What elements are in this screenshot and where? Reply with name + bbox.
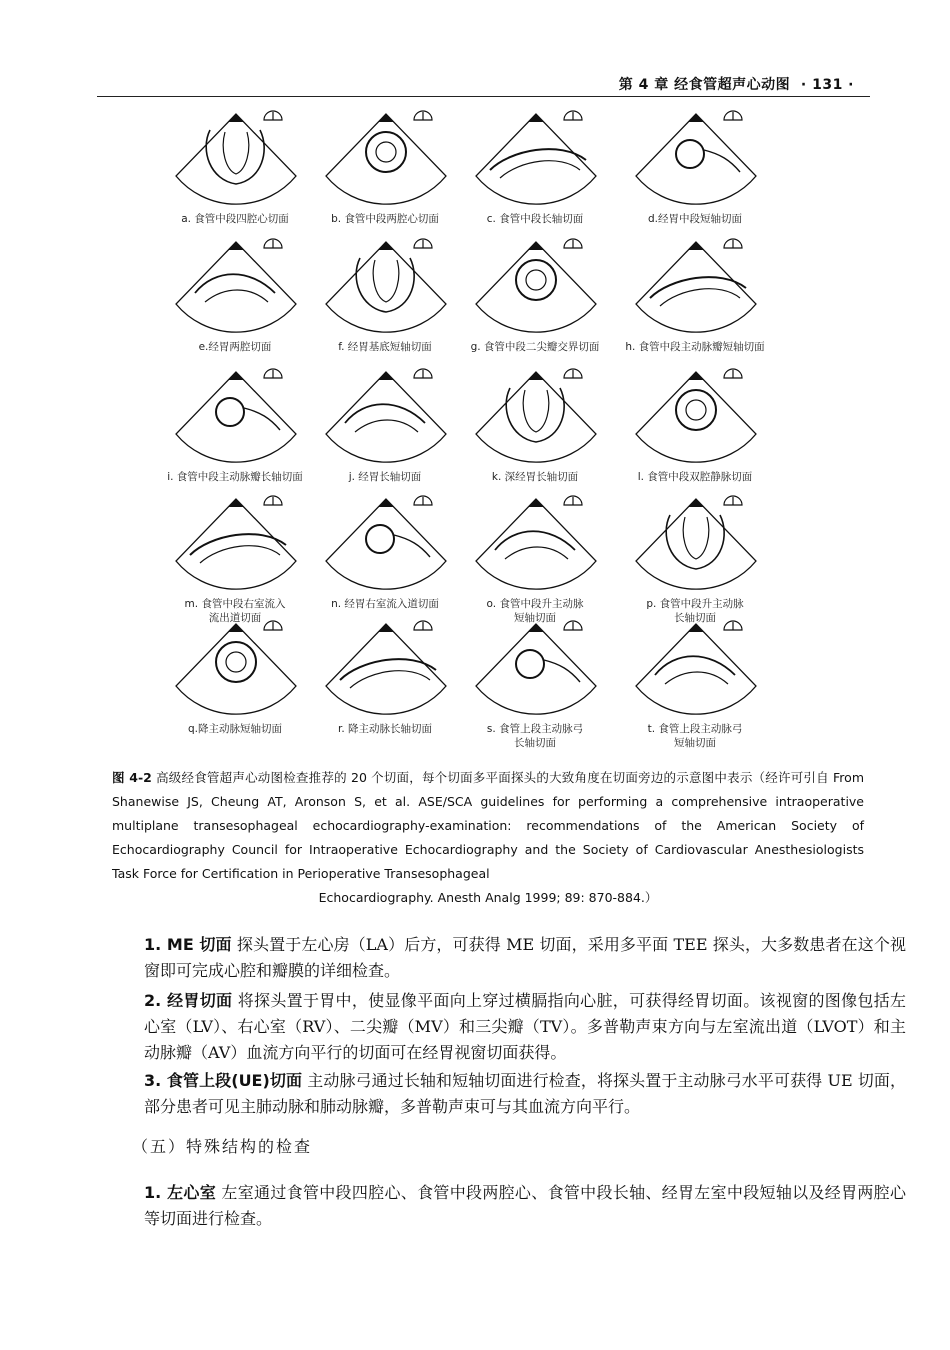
paragraph-text: 将探头置于胃中，使显像平面向上穿过横膈指向心脏，可获得经胃切面。该视窗的图像包括左心室（LV）、右心室（RV）、二尖瓣（MV）和三尖瓣（TV）。多普勒声束方向与左室流出道（LVOT）和主动脉瓣（AV）血流方向平行的切面可在经胃视窗切面获得。 <box>144 991 906 1062</box>
echo-view-panel-i <box>150 368 320 498</box>
echo-sector-diagram <box>320 110 452 208</box>
echo-sector-diagram <box>630 368 762 466</box>
panel-caption: q.降主动脉短轴切面 <box>187 723 282 735</box>
panel-caption: r. 降主动脉长轴切面 <box>337 723 433 735</box>
echo-view-panel-a <box>150 110 320 240</box>
panel-caption: p. 食管中段升主动脉 长轴切面 <box>646 598 744 624</box>
page-number: · 131 · <box>800 77 854 93</box>
paragraph-text: 左室通过食管中段四腔心、食管中段两腔心、食管中段长轴、经胃左室中段短轴以及经胃两腔心等切面进行检查。 <box>144 1183 906 1228</box>
echo-view-panel-n <box>300 495 470 625</box>
echo-sector-diagram <box>170 110 302 208</box>
panel-caption: t. 食管上段主动脉弓 短轴切面 <box>647 723 743 749</box>
echo-view-panel-s <box>450 620 620 750</box>
panel-caption: f. 经胃基底短轴切面 <box>338 341 432 353</box>
panel-caption: c. 食管中段长轴切面 <box>486 213 584 225</box>
echo-sector-diagram <box>320 238 452 336</box>
panel-caption: s. 食管上段主动脉弓 长轴切面 <box>486 723 584 749</box>
paragraph-heading: 3. 食管上段(UE)切面 <box>144 1071 303 1090</box>
paragraph-me-view <box>108 932 906 984</box>
panel-caption: o. 食管中段升主动脉 短轴切面 <box>486 598 584 624</box>
panel-caption: d.经胃中段短轴切面 <box>647 213 742 225</box>
echo-view-panel-d <box>610 110 780 240</box>
panel-caption: h. 食管中段主动脉瓣短轴切面 <box>625 341 765 353</box>
paragraph-ue-view <box>108 1068 906 1120</box>
echo-view-panel-g <box>450 238 620 368</box>
panel-caption: n. 经胃右室流入道切面 <box>331 598 439 610</box>
echo-view-panel-t <box>610 620 780 750</box>
echo-sector-diagram <box>470 495 602 593</box>
echo-sector-diagram <box>470 620 602 718</box>
paragraph-left-ventricle <box>108 1180 906 1232</box>
echo-view-panel-p <box>610 495 780 625</box>
panel-caption: k. 深经胃长轴切面 <box>491 471 579 483</box>
echo-view-panel-c <box>450 110 620 240</box>
panel-caption: e.经胃两腔切面 <box>198 341 272 353</box>
chapter-title: 第 4 章 经食管超声心动图 <box>618 77 791 93</box>
panel-caption: g. 食管中段二尖瓣交界切面 <box>470 341 600 353</box>
figure-label: 图 4-2 <box>112 770 152 785</box>
echo-view-panel-b <box>300 110 470 240</box>
echo-sector-diagram <box>320 368 452 466</box>
paragraph-heading: 1. 左心室 <box>144 1183 217 1202</box>
figure-caption-end: Echocardiography. Anesth Analg 1999; 89: 870-884.） <box>318 890 658 905</box>
section-heading: （五）特殊结构的检查 <box>132 1137 313 1156</box>
panel-caption: m. 食管中段右室流入 流出道切面 <box>184 598 286 624</box>
paragraph-heading: 1. ME 切面 <box>144 935 232 954</box>
echo-view-panel-f <box>300 238 470 368</box>
echo-sector-diagram <box>470 368 602 466</box>
echo-view-panel-e <box>150 238 320 368</box>
echo-sector-diagram <box>170 238 302 336</box>
echo-sector-diagram <box>630 495 762 593</box>
echo-sector-diagram <box>470 110 602 208</box>
panel-caption: j. 经胃长轴切面 <box>348 471 422 483</box>
page-header <box>97 72 870 97</box>
running-head <box>619 74 854 94</box>
echo-sector-diagram <box>170 368 302 466</box>
echo-sector-diagram <box>630 110 762 208</box>
echo-view-panel-m <box>150 495 320 625</box>
echo-view-panel-j <box>300 368 470 498</box>
echo-view-panel-k <box>450 368 620 498</box>
echo-view-panel-q <box>150 620 320 750</box>
echo-sector-diagram <box>170 620 302 718</box>
figure-caption-text: 高级经食管超声心动图检查推荐的 20 个切面，每个切面多平面探头的大致角度在切面旁边的示意图中表示（经许可引自 From Shanewise JS, Cheung AT, Aronson S, et al. ASE/SCA guidelines for performing a comprehensive intraoperative multiplane transesophageal echocardiography-examination: recommendations of the American Society of Echocardiography Council for Intraoperative Echocardiography and the Society of Cardiovascular Anesthesiologists Task Force for Certification in Perioperative Transesophageal <box>112 770 864 881</box>
echo-view-panel-l <box>610 368 780 498</box>
echo-sector-diagram <box>470 238 602 336</box>
echo-sector-diagram <box>320 495 452 593</box>
echo-view-panel-h <box>610 238 780 368</box>
paragraph-text: 探头置于左心房（LA）后方，可获得 ME 切面，采用多平面 TEE 探头，大多数患者在这个视窗即可完成心腔和瓣膜的详细检查。 <box>144 935 906 980</box>
paragraph-text: 主动脉弓通过长轴和短轴切面进行检查，将探头置于主动脉弓水平可获得 UE 切面，部分患者可见主肺动脉和肺动脉瓣，多普勒声束可与其血流方向平行。 <box>144 1071 906 1116</box>
echo-sector-diagram <box>320 620 452 718</box>
paragraph-heading: 2. 经胃切面 <box>144 991 233 1010</box>
panel-caption: i. 食管中段主动脉瓣长轴切面 <box>167 471 303 483</box>
echo-view-panel-o <box>450 495 620 625</box>
panel-caption: l. 食管中段双腔静脉切面 <box>637 471 753 483</box>
panel-caption: a. 食管中段四腔心切面 <box>181 213 289 225</box>
echo-view-panel-r <box>300 620 470 750</box>
echo-sector-diagram <box>170 495 302 593</box>
figure-caption <box>112 766 864 910</box>
panel-caption: b. 食管中段两腔心切面 <box>331 213 439 225</box>
echo-sector-diagram <box>630 620 762 718</box>
echo-views-figure <box>150 110 830 760</box>
paragraph-transgastric-view <box>108 988 906 1066</box>
echo-sector-diagram <box>630 238 762 336</box>
